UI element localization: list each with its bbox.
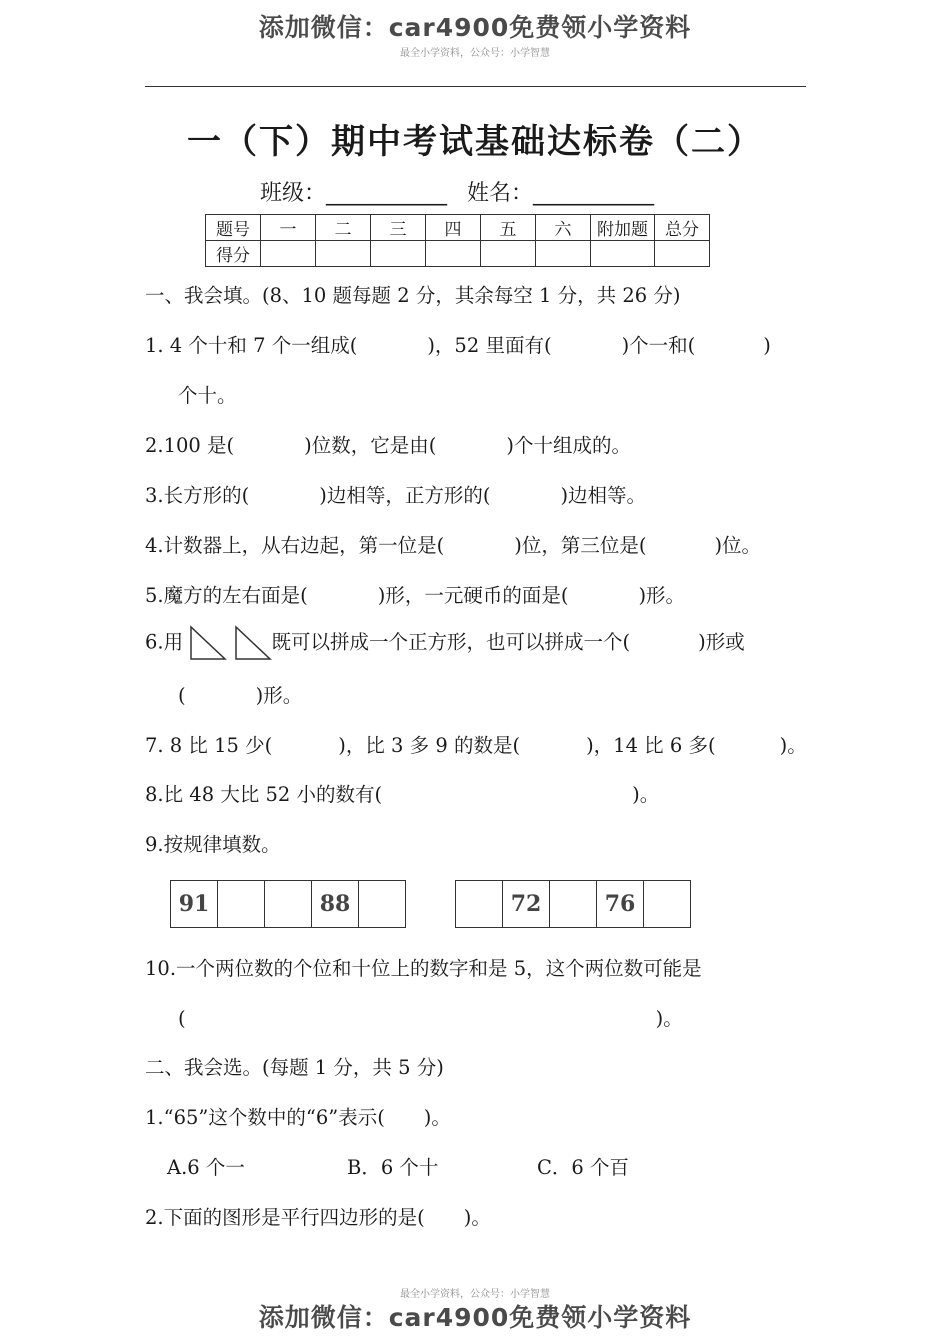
sequence-boxes-2 (455, 880, 691, 928)
sequence-boxes-1 (170, 880, 406, 928)
option-c[interactable]: C．6 个百 (537, 1156, 630, 1179)
class-label: 班级：___________ (260, 181, 448, 206)
score-header-cell: 六 (536, 215, 591, 241)
sequence-cell: 88 (312, 881, 359, 927)
question-1: 1. 4 个十和 7 个一组成( )，52 里面有( )个一和( ) (145, 334, 771, 357)
sequence-cell: 72 (503, 881, 550, 927)
option-a[interactable]: A.6 个一 (167, 1156, 245, 1179)
sequence-cell[interactable] (218, 881, 265, 927)
sequence-cell[interactable] (265, 881, 312, 927)
question-4: 4.计数器上，从右边起，第一位是( )位，第三位是( )位。 (145, 534, 762, 557)
score-header-cell: 五 (481, 215, 536, 241)
sequence-cell[interactable] (644, 881, 691, 927)
question-3: 3.长方形的( )边相等，正方形的( )边相等。 (145, 484, 647, 507)
score-header-cell: 四 (426, 215, 481, 241)
promo-banner-top: 添加微信：car4900免费领小学资料 (258, 13, 692, 42)
score-header-cell: 三 (371, 215, 426, 241)
score-cell[interactable] (316, 241, 371, 267)
question-6: 6.用 既可以拼成一个正方形，也可以拼成一个( )形或 (145, 625, 745, 661)
score-cell[interactable] (481, 241, 536, 267)
choice-question-1: 1.“65”这个数中的“6”表示( )。 (145, 1106, 451, 1129)
student-info (260, 176, 654, 207)
score-cell[interactable] (536, 241, 591, 267)
score-value-row (206, 241, 710, 267)
score-header-cell: 一 (261, 215, 316, 241)
question-6-cont: ( )形。 (178, 684, 303, 707)
right-triangle-icon (234, 625, 272, 661)
sequence-cell: 76 (597, 881, 644, 927)
score-cell[interactable] (261, 241, 316, 267)
right-triangle-icon (189, 625, 227, 661)
choice-options (167, 1152, 629, 1180)
sequence-cell: 91 (171, 881, 218, 927)
promo-banner-bottom: 添加微信：car4900免费领小学资料 (258, 1303, 692, 1332)
score-cell[interactable] (371, 241, 426, 267)
name-label: 姓名：___________ (467, 181, 655, 206)
section1-heading: 一、我会填。(8、10 题每题 2 分，其余每空 1 分，共 26 分) (145, 284, 681, 307)
question-10-cont: ( )。 (178, 1007, 683, 1030)
score-cell[interactable] (655, 241, 710, 267)
question-5: 5.魔方的左右面是( )形，一元硬币的面是( )形。 (145, 584, 686, 607)
section2-heading: 二、我会选。(每题 1 分，共 5 分) (145, 1056, 444, 1079)
score-table (205, 214, 710, 267)
sequence-cell[interactable] (359, 881, 406, 927)
question-8: 8.比 48 大比 52 小的数有( )。 (145, 783, 660, 806)
score-header-cell: 附加题 (591, 215, 655, 241)
sequence-cell[interactable] (456, 881, 503, 927)
question-2: 2.100 是( )位数，它是由( )个十组成的。 (145, 434, 631, 457)
score-row-label: 得分 (206, 241, 261, 267)
question-7: 7. 8 比 15 少( )，比 3 多 9 的数是( )，14 比 6 多( )。 (145, 734, 807, 757)
score-cell[interactable] (426, 241, 481, 267)
question-1-cont: 个十。 (178, 384, 237, 407)
promo-note-top: 最全小学资料，公众号：小学智慧 (400, 48, 550, 59)
option-b[interactable]: B．6 个十 (347, 1156, 439, 1179)
choice-question-2: 2.下面的图形是平行四边形的是( )。 (145, 1206, 491, 1229)
score-header-row (206, 215, 710, 241)
question-9: 9.按规律填数。 (145, 833, 281, 856)
score-header-cell: 总分 (655, 215, 710, 241)
score-header-cell: 二 (316, 215, 371, 241)
header-divider (145, 86, 806, 87)
score-cell[interactable] (591, 241, 655, 267)
exam-title: 一（下）期中考试基础达标卷（二） (187, 122, 763, 162)
promo-note-bottom: 最全小学资料，公众号：小学智慧 (400, 1289, 550, 1300)
score-header-cell: 题号 (206, 215, 261, 241)
question-10: 10.一个两位数的个位和十位上的数字和是 5，这个两位数可能是 (145, 957, 702, 980)
sequence-cell[interactable] (550, 881, 597, 927)
